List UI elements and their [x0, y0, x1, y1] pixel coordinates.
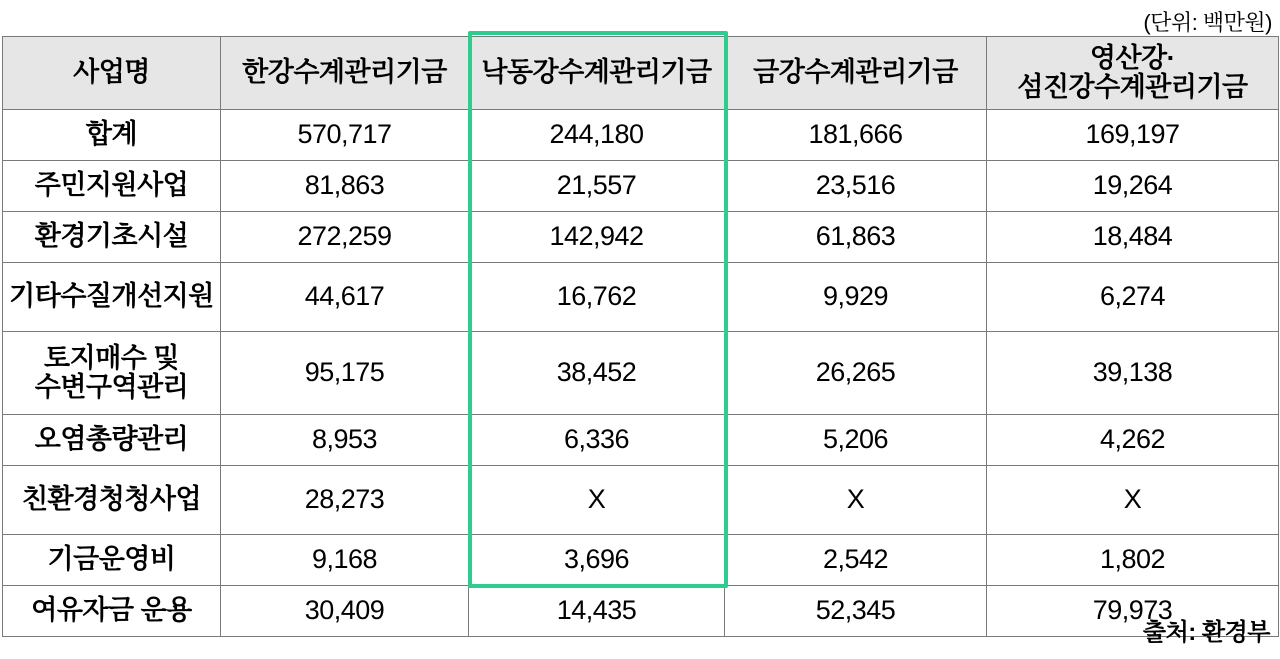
cell-value: 9,168	[221, 535, 469, 586]
cell-value: 39,138	[987, 332, 1279, 415]
cell-value: 44,617	[221, 263, 469, 332]
row-label: 환경기초시설	[3, 212, 221, 263]
table-row	[3, 586, 1279, 637]
cell-value: 570,717	[221, 110, 469, 161]
cell-value: 169,197	[987, 110, 1279, 161]
fund-table-container	[2, 36, 1278, 637]
cell-value: 181,666	[725, 110, 987, 161]
cell-value: 28,273	[221, 466, 469, 535]
cell-value: 61,863	[725, 212, 987, 263]
column-header-nakdonggang: 낙동강수계관리기금	[469, 37, 725, 110]
cell-value: X	[725, 466, 987, 535]
table-header	[3, 37, 1279, 110]
cell-value: 9,929	[725, 263, 987, 332]
cell-value: 14,435	[469, 586, 725, 637]
table-row	[3, 332, 1279, 415]
row-label: 기타수질개선지원	[3, 263, 221, 332]
table-row	[3, 263, 1279, 332]
cell-value: 26,265	[725, 332, 987, 415]
cell-value: 30,409	[221, 586, 469, 637]
cell-value: 19,264	[987, 161, 1279, 212]
row-label: 친환경청청사업	[3, 466, 221, 535]
fund-budget-table	[2, 36, 1279, 637]
cell-value: 79,973	[987, 586, 1279, 637]
table-header-row	[3, 37, 1279, 110]
cell-value: 95,175	[221, 332, 469, 415]
cell-value: X	[469, 466, 725, 535]
cell-value: 52,345	[725, 586, 987, 637]
table-row	[3, 466, 1279, 535]
row-label: 주민지원사업	[3, 161, 221, 212]
column-header-program: 사업명	[3, 37, 221, 110]
row-label: 기금운영비	[3, 535, 221, 586]
column-header-geumgang: 금강수계관리기금	[725, 37, 987, 110]
source-note: 출처: 환경부	[1142, 619, 1270, 646]
cell-value: 272,259	[221, 212, 469, 263]
row-label: 여유자금 운용	[3, 586, 221, 637]
cell-value: 81,863	[221, 161, 469, 212]
table-row	[3, 161, 1279, 212]
table-row	[3, 110, 1279, 161]
cell-value: 38,452	[469, 332, 725, 415]
cell-value: 244,180	[469, 110, 725, 161]
cell-value: 1,802	[987, 535, 1279, 586]
cell-value: 4,262	[987, 415, 1279, 466]
cell-value: 6,274	[987, 263, 1279, 332]
row-label: 합계	[3, 110, 221, 161]
column-header-yeongsangang: 영산강·섬진강수계관리기금	[987, 37, 1279, 110]
table-row	[3, 535, 1279, 586]
cell-value: 2,542	[725, 535, 987, 586]
cell-value: 18,484	[987, 212, 1279, 263]
table-row	[3, 212, 1279, 263]
row-label: 오염총량관리	[3, 415, 221, 466]
cell-value: X	[987, 466, 1279, 535]
row-label: 토지매수 및 수변구역관리	[3, 332, 221, 415]
cell-value: 3,696	[469, 535, 725, 586]
cell-value: 23,516	[725, 161, 987, 212]
table-body	[3, 110, 1279, 637]
cell-value: 21,557	[469, 161, 725, 212]
cell-value: 5,206	[725, 415, 987, 466]
cell-value: 16,762	[469, 263, 725, 332]
cell-value: 6,336	[469, 415, 725, 466]
cell-value: 142,942	[469, 212, 725, 263]
table-row	[3, 415, 1279, 466]
unit-note: (단위: 백만원)	[1143, 10, 1272, 35]
cell-value: 8,953	[221, 415, 469, 466]
column-header-hangang: 한강수계관리기금	[221, 37, 469, 110]
